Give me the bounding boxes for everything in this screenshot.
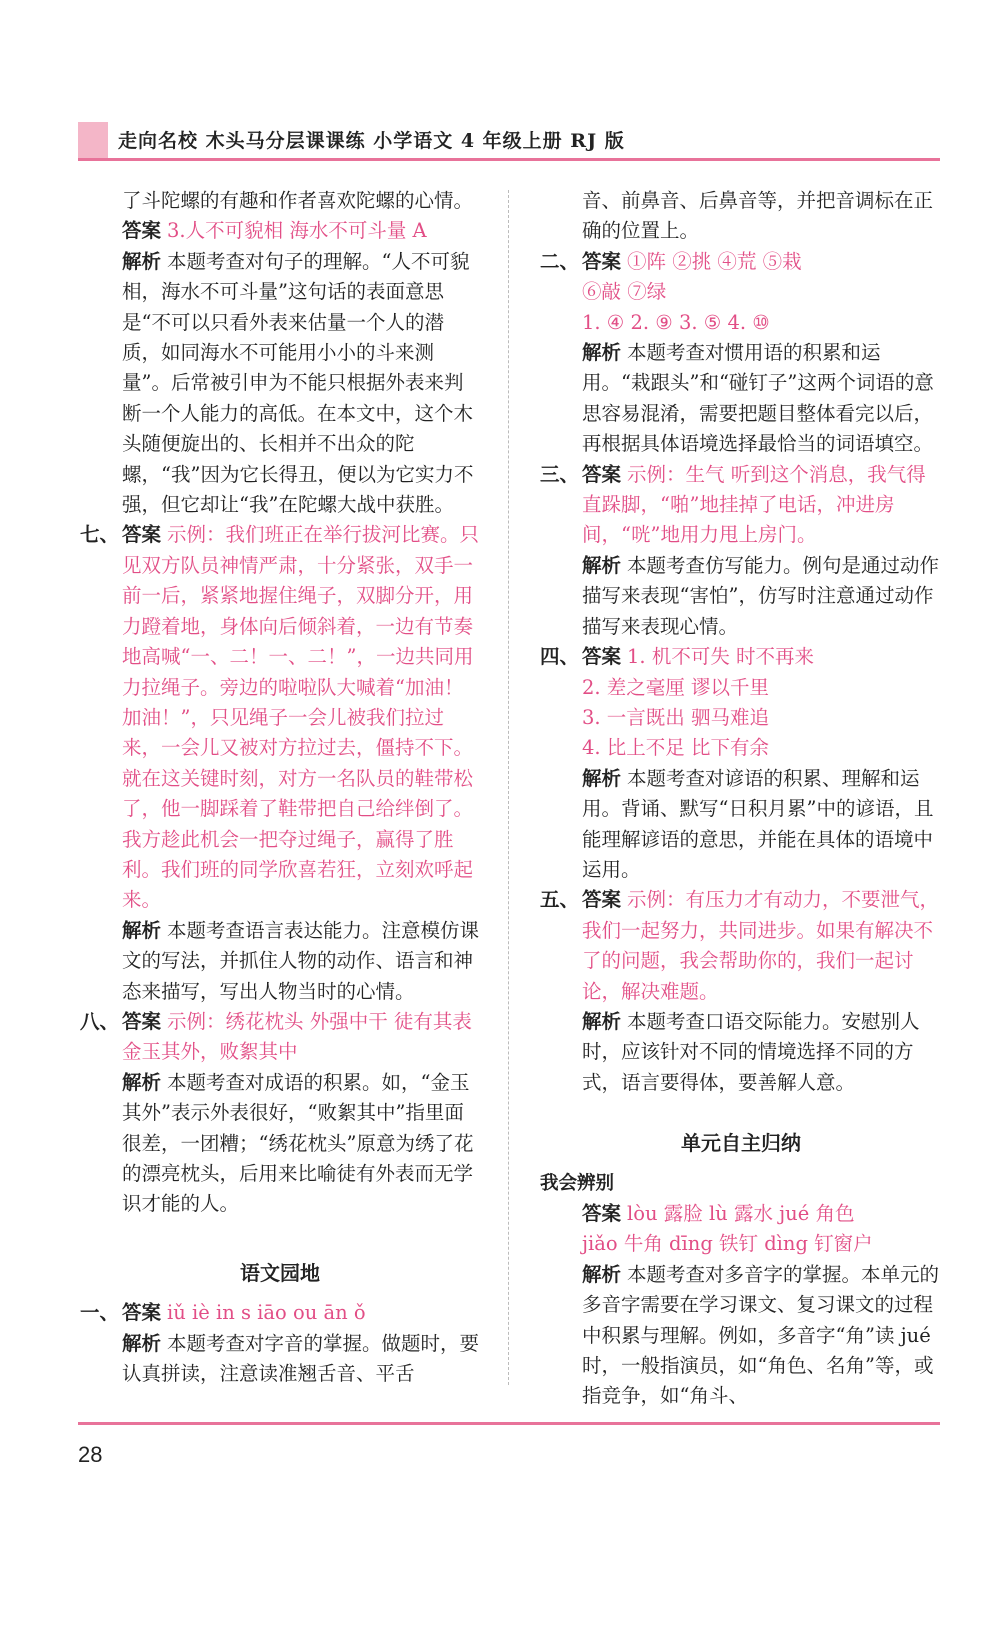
s1-answer: 答案 lòu 露脸 lù 露水 jué 角色 (582, 1202, 855, 1225)
subsection-title: 我会辨别 (540, 1172, 615, 1194)
right-column (540, 186, 942, 1412)
q2-answer: 二、 答案 ①阵 ②挑 ④荒 ⑤栽 (540, 249, 802, 273)
q2-answer-b: ⑥敲 ⑦绿 (582, 280, 667, 304)
item1-analysis: 解析 本题考查对句子的理解。“人不可貌相，海水不可斗量”这句话的表面意思是“不可以只看外表来估量一个人的潜质，如同海水不可能用小小的斗来测量”。后常被引申为不能只根据外表来判断一个人能力的高低。在本文中，这个木头随便旋出的、长相并不出众的陀螺，“我”因为它长得丑，便以为它实力不强，但它却让“我”在陀螺大战中获胜。 (122, 249, 474, 517)
s1-answer-b: jiǎo 牛角 dīng 铁钉 dìng 钉窗户 (582, 1232, 873, 1256)
q4-answer-2: 2. 差之毫厘 谬以千里 (582, 675, 770, 699)
left-column (80, 186, 480, 1389)
q5-answer: 五、 答案 示例：有压力才有动力，不要泄气，我们一起努力，共同进步。如果有解决不了的问题，我会帮助你的，我们一起讨论，解决难题。 (540, 888, 940, 1003)
section-title-unit-summary: 单元自主归纳 (681, 1131, 801, 1156)
q2-analysis: 解析 本题考查对惯用语的积累和运用。“栽跟头”和“碰钉子”这两个词语的意思容易混淆，需要把题目整体看完以后，再根据具体语境选择最恰当的词语填空。 (582, 341, 934, 456)
q7-answer: 七、 答案 示例：我们班正在举行拔河比赛。只见双方队员神情严肃，十分紧张，双手一前一后，紧紧地握住绳子，双脚分开，用力蹬着地，身体向后倾斜着，一边有节奏地高喊“一、二！一、二！”，一边共同用力拉绳子。旁边的啦啦队大喊着“加油！加油！”，只见绳子一会儿被我们拉过来，一会儿又被对方拉过去，僵持不下。就在这关键时刻，对方一名队员的鞋带松了，他一脚踩着了鞋带把自己给绊倒了。我方趁此机会一把夺过绳子，赢得了胜利。我们班的同学欣喜若狂，立刻欢呼起来。 (80, 523, 480, 912)
q4-answer: 四、 答案 1. 机不可失 时不再来 (540, 645, 815, 669)
q1-analysis: 解析 本题考查对字音的掌握。做题时，要认真拼读，注意读准翘舌音、平舌 (122, 1331, 480, 1386)
page-header (78, 122, 940, 158)
q8-answer: 八、 答案 示例：绣花枕头 外强中干 徒有其表 金玉其外，败絮其中 (80, 1009, 472, 1064)
column-divider (508, 190, 509, 1385)
q7-analysis: 解析 本题考查语言表达能力。注意模仿课文的写法，并抓住人物的动作、语言和神态来描写，写出人物当时的心情。 (122, 918, 480, 1003)
intro-text: 了斗陀螺的有趣和作者喜欢陀螺的心情。 (122, 189, 474, 212)
header-color-block (78, 122, 108, 158)
s1-analysis: 解析 本题考查对多音字的掌握。本单元的多音字需要在学习课文、复习课文的过程中积累与理解。例如，多音字“角”读 jué 时，一般指演员，如“角色、名角”等，或指竞争，如“角斗、 (582, 1262, 940, 1408)
q1-answer: 一、 答案 iǔ iè in s iāo ou ān ǒ (80, 1301, 366, 1325)
q3-analysis: 解析 本题考查仿写能力。例句是通过动作描写来表现“害怕”，仿写时注意通过动作描写来表现心情。 (582, 553, 940, 638)
item1-answer: 答案 3.人不可貌相 海水不可斗量 A (122, 219, 427, 243)
q4-answer-3: 3. 一言既出 驷马难追 (582, 705, 770, 729)
section-title-yuwen: 语文园地 (240, 1260, 320, 1285)
q3-answer: 三、 答案 示例：生气 听到这个消息，我气得直跺脚，“啪”地挂掉了电话，冲进房间，“咣”地用力甩上房门。 (540, 462, 926, 547)
q4-analysis: 解析 本题考查对谚语的积累、理解和运用。背诵、默写“日积月累”中的谚语，且能理解谚语的意思，并能在具体的语境中运用。 (582, 766, 934, 881)
footer-rule (78, 1422, 940, 1425)
q4-answer-4: 4. 比上不足 比下有余 (582, 736, 770, 760)
q5-analysis: 解析 本题考查口语交际能力。安慰别人时，应该针对不同的情境选择不同的方式，语言要得体，要善解人意。 (582, 1009, 920, 1094)
q2-answer-c: 1. ④ 2. ⑨ 3. ⑤ 4. ⑩ (582, 310, 770, 334)
page-number: 28 (78, 1442, 103, 1467)
continued-text: 音、前鼻音、后鼻音等，并把音调标在正确的位置上。 (582, 189, 934, 243)
header-title: 走向名校 木头马分层课课练 小学语文 4 年级上册 RJ 版 (118, 130, 625, 152)
q8-analysis: 解析 本题考查对成语的积累。如，“金玉其外”表示外表很好，“败絮其中”指里面很差，一团糟；“绣花枕头”原意为绣了花的漂亮枕头，后用来比喻徒有外表而无学识才能的人。 (122, 1070, 474, 1216)
header-rule (78, 158, 940, 161)
